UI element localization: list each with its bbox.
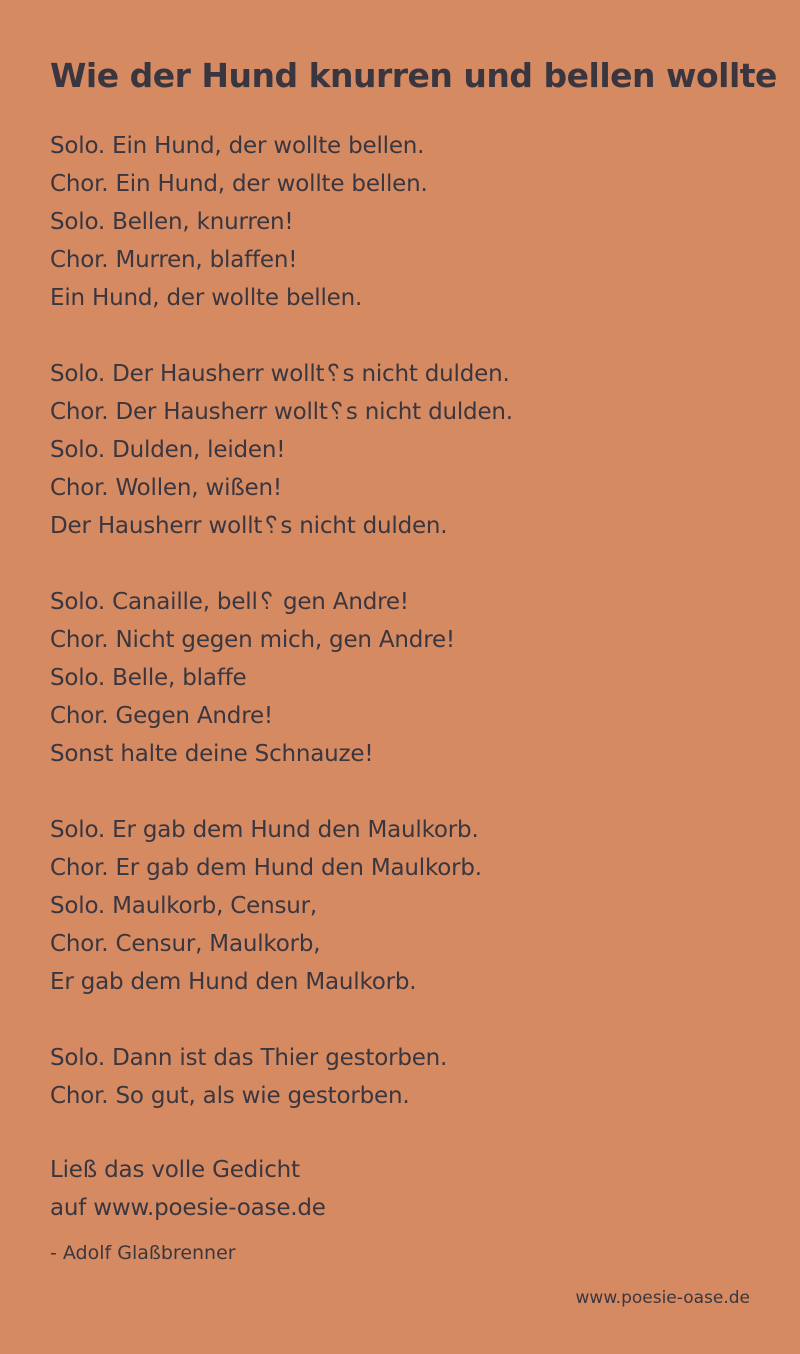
- poem-line: Sonst halte deine Schnauze!: [50, 741, 374, 767]
- poem-line: Ein Hund, der wollte bellen.: [50, 285, 363, 311]
- poem-line: Chor. Ein Hund, der wollte bellen.: [50, 171, 428, 197]
- poem-line: Chor. Gegen Andre!: [50, 703, 273, 729]
- stanza-5: [50, 1039, 770, 1115]
- stanza-2: [50, 355, 770, 545]
- poem-line: Chor. Der Hausherr wollt␦s nicht dulden.: [50, 399, 513, 425]
- poem-line: Solo. Belle, blaffe: [50, 665, 247, 691]
- poem-line: Solo. Dann ist das Thier gestorben.: [50, 1045, 448, 1071]
- poem-line: Solo. Canaille, bell␦ gen Andre!: [50, 589, 409, 615]
- promo-line: auf www.poesie-oase.de: [50, 1195, 326, 1221]
- poem-line: Chor. Murren, blaffen!: [50, 247, 298, 273]
- poem-body: [50, 127, 770, 1153]
- poem-line: Chor. Wollen, wißen!: [50, 475, 282, 501]
- poem-line: Solo. Dulden, leiden!: [50, 437, 286, 463]
- poem-line: Solo. Der Hausherr wollt␦s nicht dulden.: [50, 361, 510, 387]
- stanza-4: [50, 811, 770, 1001]
- poem-author: - Adolf Glaßbrenner: [50, 1242, 236, 1264]
- full-poem-promo: [50, 1151, 326, 1227]
- poem-line: Chor. So gut, als wie gestorben.: [50, 1083, 410, 1109]
- poem-title: Wie der Hund knurren und bellen wollte: [50, 56, 777, 95]
- site-watermark: www.poesie-oase.de: [575, 1288, 750, 1308]
- poem-line: Solo. Ein Hund, der wollte bellen.: [50, 133, 425, 159]
- poem-line: Solo. Bellen, knurren!: [50, 209, 294, 235]
- stanza-3: [50, 583, 770, 773]
- promo-line: Ließ das volle Gedicht: [50, 1157, 300, 1183]
- poem-line: Chor. Nicht gegen mich, gen Andre!: [50, 627, 455, 653]
- stanza-1: [50, 127, 770, 317]
- poem-line: Chor. Censur, Maulkorb,: [50, 931, 321, 957]
- poem-line: Er gab dem Hund den Maulkorb.: [50, 969, 417, 995]
- poem-line: Solo. Maulkorb, Censur,: [50, 893, 318, 919]
- poem-line: Solo. Er gab dem Hund den Maulkorb.: [50, 817, 479, 843]
- poem-line: Chor. Er gab dem Hund den Maulkorb.: [50, 855, 482, 881]
- poem-line: Der Hausherr wollt␦s nicht dulden.: [50, 513, 448, 539]
